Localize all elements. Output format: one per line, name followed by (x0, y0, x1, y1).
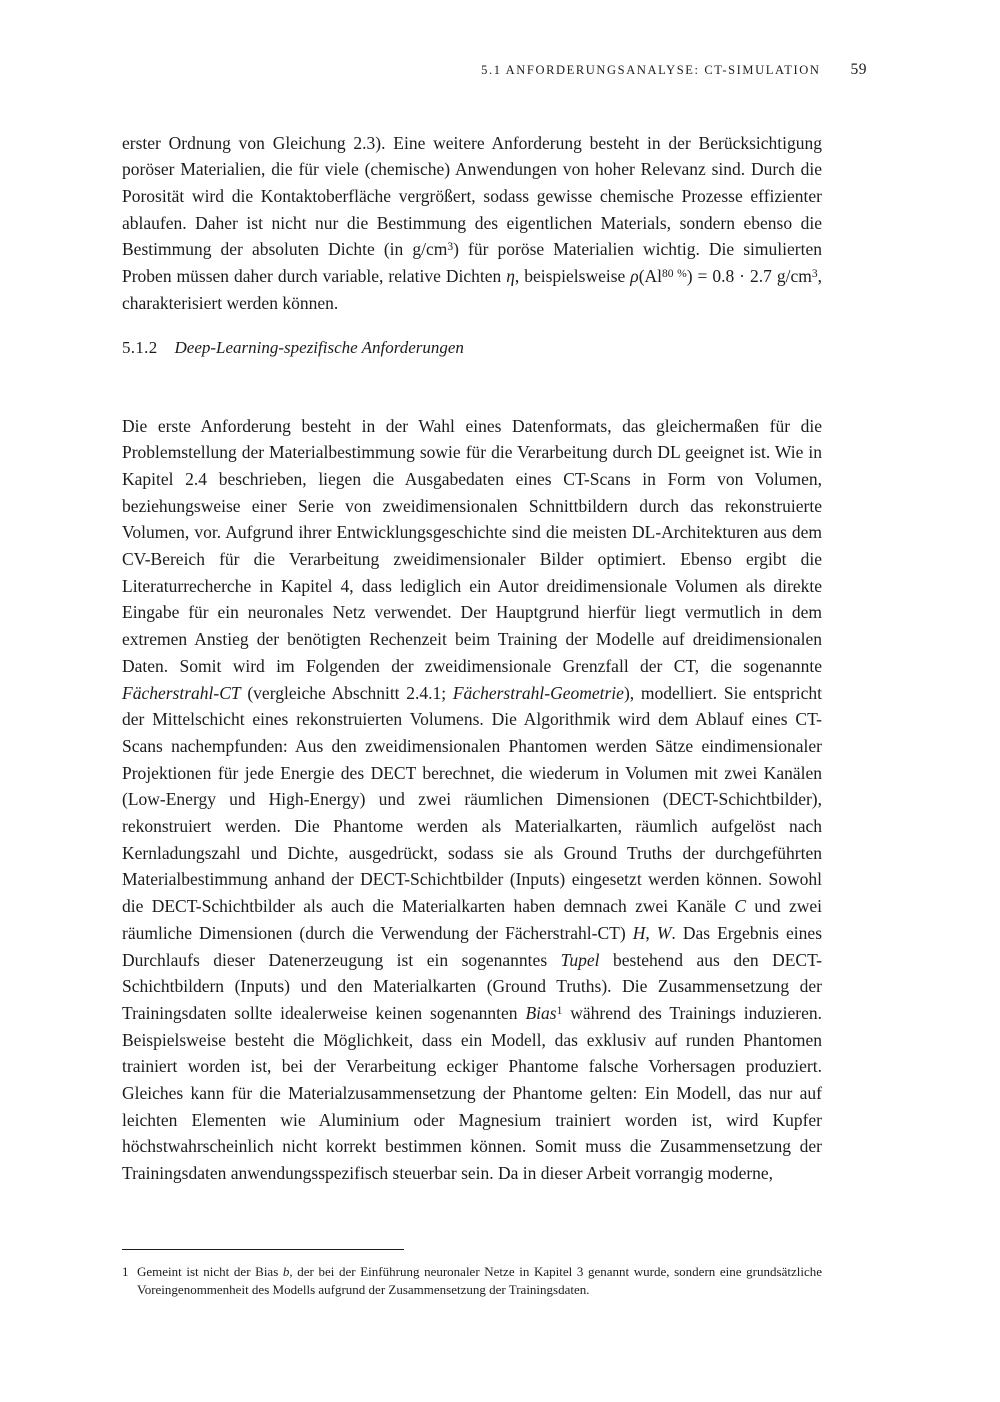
running-header (122, 61, 867, 79)
body-paragraph-2: Die erste Anforderung besteht in der Wahl eines Datenformats, das gleichermaßen für die Problemstellung der Materialbestimmung sowie für die Verarbeitung durch DL geeignet ist. Wie in Kapitel 2.4 beschrieben, liegen die Ausgabedaten eines CT-Scans in Form von Volumen, beziehungsweise einer Serie von zweidimensionalen Schnittbildern durch das rekonstruierte Volumen, vor. Aufgrund ihrer Entwicklungsgeschichte sind die meisten DL-Architekturen aus dem CV-Bereich für die Verarbeitung zweidimensionaler Bilder optimiert. Ebenso ergibt die Literaturrecherche in Kapitel 4, dass lediglich ein Autor dreidimensionale Volumen als direkte Eingabe für ein neuronales Netz verwendet. Der Hauptgrund hierfür liegt vermutlich in dem extremen Anstieg der benötigten Rechenzeit beim Training der Modelle auf dreidimensionalen Daten. Somit wird im Folgenden der zweidimensionale Grenzfall der CT, die sogenannte Fächerstrahl-CT (vergleiche Abschnitt 2.4.1; Fächerstrahl-Geometrie), modelliert. Sie entspricht der Mittelschicht eines rekonstruierten Volumens. Die Algorithmik wird dem Ablauf eines CT-Scans nachempfunden: Aus den zweidimensionalen Phantomen werden Sätze eindimensionaler Projektionen für jede Energie des DECT berechnet, die wiederum in Volumen mit zwei Kanälen (Low-Energy und High-Energy) und zwei räumlichen Dimensionen (DECT-Schichtbilder), rekonstruiert werden. Die Phantome werden als Materialkarten, räumlich aufgelöst nach Kernladungszahl und Dichte, ausgedrückt, sodass sie als Ground Truths der durchgeführten Materialbestimmung anhand der DECT-Schichtbilder (Inputs) eingesetzt werden können. Sowohl die DECT-Schichtbilder als auch die Materialkarten haben demnach zwei Kanäle C und zwei räumliche Dimensionen (durch die Verwendung der Fächerstrahl-CT) H, W. Das Ergebnis eines Durchlaufs dieser Datenerzeugung ist ein sogenanntes Tupel bestehend aus den DECT-Schichtbildern (Inputs) und den Materialkarten (Ground Truths). Die Zusammensetzung der Trainingsdaten sollte idealerweise keinen sogenannten Bias$^1$ während des Trainings induzieren. Beispielsweise besteht die Möglichkeit, dass ein Modell, das exklusiv auf runden Phantomen trainiert worden ist, bei der Verarbeitung eckiger Phantome falsche Vorhersagen produziert. Gleiches kann für die Materialzusammensetzung der Phantome gelten: Ein Modell, das nur auf leichten Elementen wie Aluminium oder Magnesium trainiert worden ist, wird Kupfer höchstwahrscheinlich nicht korrekt bestimmen können. Somit muss die Zusammensetzung der Trainingsdaten anwendungsspezifisch steuerbar sein. Da in dieser Arbeit vorrangig moderne, (122, 415, 822, 1184)
footnote-block (122, 1249, 822, 1312)
body-paragraph-1: erster Ordnung von Gleichung 2.3). Eine weitere Anforderung besteht in der Berücksichtigung poröser Materialien, die für viele (chemische) Anwendungen von hoher Relevanz sind. Durch die Porosität wird die Kontaktoberfläche vergrößert, sodass gewisse chemische Prozesse effizienter ablaufen. Daher ist nicht nur die Bestimmung des eigentlichen Materials, sondern ebenso die Bestimmung der absoluten Dichte (in $g/cm^3$) für poröse Materialien wichtig. Die simulierten Proben müssen daher durch variable, relative Dichten η, beispielsweise $\rho(Al^{80 \%}) = 0.8 \cdot 2.7$ $g/cm^3$, charakterisiert werden können. (122, 132, 822, 313)
running-header-section-label: 5.1 ANFORDERUNGSANALYSE: CT-SIMULATION (481, 63, 821, 77)
page-number: 59 (850, 61, 867, 78)
footnote-separator-rule (122, 1249, 404, 1250)
footnote-text (122, 1263, 822, 1299)
subsection-title: Deep-Learning-spezifische Anforderungen (174, 338, 464, 357)
footnote-content: Gemeint ist nicht der Bias b, der bei der Einführung neuronaler Netze in Kapitel 3 genannt wurde, sondern eine grundsätzliche Voreingenommenheit des Modells aufgrund der Zusammensetzung der Trainingsdaten. (137, 1264, 822, 1297)
subsection-heading (122, 338, 822, 358)
footnote-marker: 1 (122, 1264, 129, 1279)
subsection-number: 5.1.2 (122, 338, 158, 357)
